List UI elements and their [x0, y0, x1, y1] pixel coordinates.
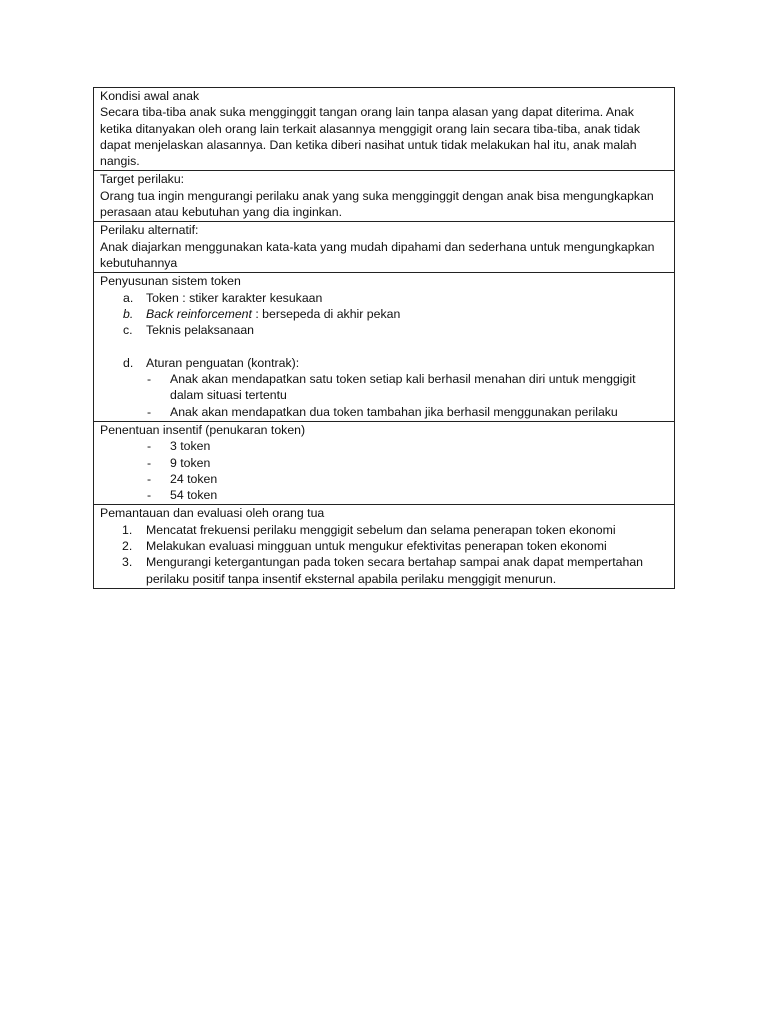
table-cell [94, 421, 675, 504]
sub-list-item-text: 54 token [170, 488, 218, 503]
table-row-incentive [94, 421, 675, 504]
table-row-target-behavior [94, 171, 675, 222]
list-item-rest: : bersepeda di akhir pekan [251, 306, 401, 321]
sub-list-item [100, 438, 668, 454]
list-item [100, 538, 668, 554]
list-item-text: Token : stiker karakter kesukaan [146, 290, 323, 305]
table-row-monitoring [94, 505, 675, 588]
sub-list-item-text: Anak akan mendapatkan dua token tambahan jika berhasil menggunakan perilaku [170, 404, 618, 419]
dash-marker: - [147, 455, 152, 470]
sub-list-item-text: 3 token [170, 439, 211, 454]
table-cell [94, 273, 675, 422]
list-marker: c. [123, 323, 133, 338]
list-item-text: Teknis pelaksanaan [146, 323, 255, 338]
sub-list-item [100, 371, 668, 404]
number-marker: 3. [122, 555, 133, 570]
sub-list-item [100, 404, 668, 420]
list-item [100, 290, 668, 306]
table-row-token-system [94, 273, 675, 422]
section-heading: Target perilaku: [100, 172, 185, 187]
dash-marker: - [147, 404, 152, 419]
list-item-text: Aturan penguatan (kontrak): [146, 355, 300, 370]
list-item [100, 355, 668, 371]
table-row-alternative-behavior [94, 222, 675, 273]
section-body: Orang tua ingin mengurangi perilaku anak yang suka mengginggit dengan anak bisa mengungkapkan perasaan atau kebutuhan yang dia inginkan. [100, 188, 654, 220]
dash-marker: - [147, 471, 152, 486]
behavior-plan-table [93, 87, 675, 589]
list-item-text: Melakukan evaluasi mingguan untuk mengukur efektivitas penerapan token ekonomi [146, 539, 607, 554]
document-page [93, 87, 675, 589]
sub-list-item [100, 471, 668, 487]
table-cell [94, 222, 675, 273]
table-cell [94, 505, 675, 588]
table-cell [94, 88, 675, 171]
list-marker [100, 306, 146, 322]
blank-line [100, 338, 668, 354]
list-marker: a. [123, 290, 134, 305]
list-item-text: Mengurangi ketergantungan pada token secara bertahap sampai anak dapat mempertahan perilaku positif tanpa insentif eksternal apabila perilaku menggigit menurun. [146, 555, 643, 586]
list-item [100, 522, 668, 538]
sub-list-item-text: 9 token [170, 455, 211, 470]
sub-list-item [100, 487, 668, 503]
section-heading: Penentuan insentif (penukaran token) [100, 422, 306, 437]
section-body: Secara tiba-tiba anak suka mengginggit tangan orang lain tanpa alasan yang dapat diterima. Anak ketika ditanyakan oleh orang lain terkait alasannya menggigit orang lain secara tiba-tiba, anak tidak dapat menjelaskan alasannya. Dan ketika diberi nasihat untuk tidak melakukan hal itu, anak malah nangis. [100, 105, 641, 169]
sub-list-item-text: Anak akan mendapatkan satu token setiap kali berhasil menahan diri untuk menggigit dalam situasi tertentu [170, 372, 636, 403]
back-reinforcement-term: Back reinforcement [146, 306, 252, 321]
section-heading: Penyusunan sistem token [100, 274, 241, 289]
list-item [100, 306, 668, 322]
section-heading: Perilaku alternatif: [100, 223, 199, 238]
table-cell [94, 171, 675, 222]
list-item [100, 554, 668, 587]
section-heading: Pemantauan dan evaluasi oleh orang tua [100, 506, 325, 521]
dash-marker: - [147, 439, 152, 454]
list-marker: d. [123, 355, 134, 370]
table-row-initial-condition [94, 88, 675, 171]
dash-marker: - [147, 488, 152, 503]
sub-list-item-text: 24 token [170, 471, 218, 486]
number-marker: 2. [122, 539, 133, 554]
number-marker: 1. [122, 522, 133, 537]
dash-marker: - [147, 372, 152, 387]
sub-list-item [100, 455, 668, 471]
list-item-text [146, 306, 668, 322]
list-item-text: Mencatat frekuensi perilaku menggigit sebelum dan selama penerapan token ekonomi [146, 522, 616, 537]
section-body: Anak diajarkan menggunakan kata-kata yang mudah dipahami dan sederhana untuk mengungkapkan kebutuhannya [100, 239, 655, 270]
list-item [100, 322, 668, 338]
list-marker-italic: b. [123, 306, 134, 321]
section-heading: Kondisi awal anak [100, 89, 200, 103]
